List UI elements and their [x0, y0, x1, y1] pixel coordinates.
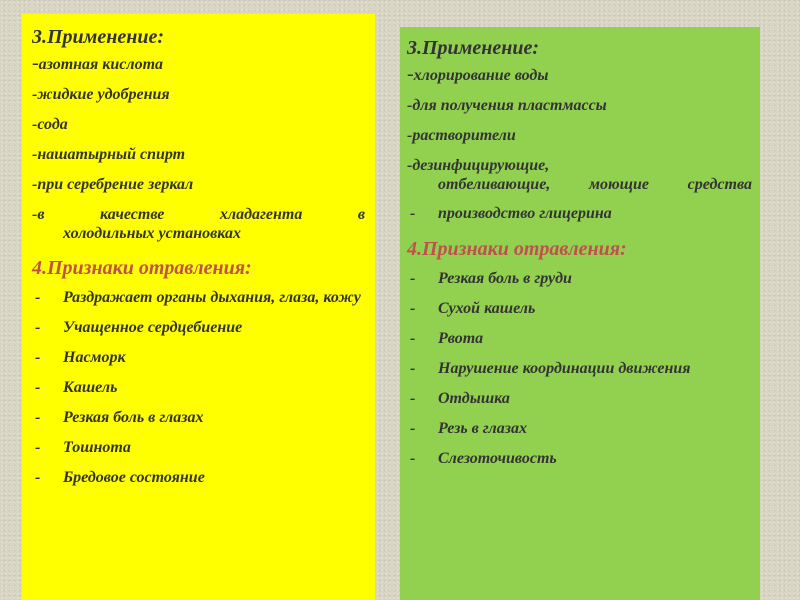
- bullet-dash: -: [410, 270, 416, 287]
- left-symptom-text: Учащенное сердцебиение: [63, 319, 243, 336]
- left-symptom-text: Тошнота: [63, 439, 131, 456]
- right-use-item: [407, 65, 752, 85]
- right-heading-application: 3.Применение:: [407, 37, 540, 59]
- right-use-item: -растворители: [407, 127, 516, 144]
- left-uses-list: [32, 54, 365, 243]
- left-use-item: -при серебрение зеркал: [32, 176, 194, 193]
- right-use-item-glycerin: [407, 204, 752, 224]
- bullet-dash: -: [410, 205, 416, 222]
- bullet-dash: -: [410, 450, 416, 467]
- left-use-item-refrigerant: [32, 205, 365, 243]
- right-symptom-text: Резь в глазах: [438, 420, 527, 437]
- left-symptom-item: [32, 438, 365, 458]
- dash-lead: -: [407, 63, 414, 85]
- left-symptom-text: Раздражает органы дыхания, глаза, кожу: [63, 289, 361, 306]
- right-symptom-text: Нарушение координации движения: [438, 360, 691, 377]
- left-symptom-text: Кашель: [63, 379, 118, 396]
- right-symptom-text: Рвота: [438, 330, 484, 347]
- right-use-item-disinfectants: [407, 156, 752, 194]
- bullet-dash: -: [35, 379, 41, 396]
- right-heading-poisoning: 4.Признаки отравления:: [407, 238, 627, 260]
- right-symptom-item: [407, 329, 752, 349]
- right-use-line-2: отбеливающие, моющие средства: [438, 176, 752, 193]
- left-symptom-item: [32, 288, 365, 308]
- left-heading-application: 3.Применение:: [32, 26, 165, 48]
- bullet-dash: -: [35, 289, 41, 306]
- right-symptom-text: Отдышка: [438, 390, 510, 407]
- left-symptom-text: Бредовое состояние: [63, 469, 205, 486]
- bullet-dash: -: [35, 319, 41, 336]
- left-symptoms-list: [32, 288, 365, 488]
- right-use-text: производство глицерина: [438, 205, 612, 222]
- left-symptom-text: Резкая боль в глазах: [63, 409, 204, 426]
- left-symptom-item: [32, 408, 365, 428]
- left-use-line-1: -в качестве хладагента в: [32, 206, 365, 223]
- right-use-line-1: -дезинфицирующие,: [407, 157, 550, 174]
- left-use-text: азотная кислота: [38, 56, 164, 73]
- right-symptom-item: [407, 359, 752, 379]
- bullet-dash: -: [410, 330, 416, 347]
- right-symptom-item: [407, 389, 752, 409]
- right-use-item: -для получения пластмассы: [407, 97, 607, 114]
- bullet-dash: -: [410, 300, 416, 317]
- right-panel-chlorine: [400, 27, 760, 600]
- left-use-item: -жидкие удобрения: [32, 86, 170, 103]
- right-symptom-text: Резкая боль в груди: [438, 270, 572, 287]
- right-symptom-text: Слезоточивость: [438, 450, 557, 467]
- left-symptom-item: [32, 378, 365, 398]
- right-uses-list: [407, 65, 752, 224]
- left-symptom-item: [32, 348, 365, 368]
- right-use-text: хлорирование воды: [413, 67, 549, 84]
- left-symptom-item: [32, 468, 365, 488]
- right-symptom-item: [407, 419, 752, 439]
- left-use-item: -нашатырный спирт: [32, 146, 186, 163]
- bullet-dash: -: [35, 469, 41, 486]
- left-symptom-text: Насморк: [63, 349, 126, 366]
- right-symptom-text: Сухой кашель: [438, 300, 536, 317]
- right-symptoms-list: [407, 269, 752, 469]
- bullet-dash: -: [410, 360, 416, 377]
- right-symptom-item: [407, 299, 752, 319]
- bullet-dash: -: [35, 409, 41, 426]
- left-heading-poisoning: 4.Признаки отравления:: [32, 257, 252, 279]
- bullet-dash: -: [35, 349, 41, 366]
- bullet-dash: -: [35, 439, 41, 456]
- left-panel-ammonia: [22, 14, 375, 600]
- right-symptom-item: [407, 449, 752, 469]
- left-use-line-2: холодильных установках: [63, 225, 241, 242]
- bullet-dash: -: [410, 420, 416, 437]
- left-use-item: -сода: [32, 116, 68, 133]
- bullet-dash: -: [410, 390, 416, 407]
- right-symptom-item: [407, 269, 752, 289]
- left-use-item: -азотная кислота: [32, 52, 164, 74]
- left-symptom-item: [32, 318, 365, 338]
